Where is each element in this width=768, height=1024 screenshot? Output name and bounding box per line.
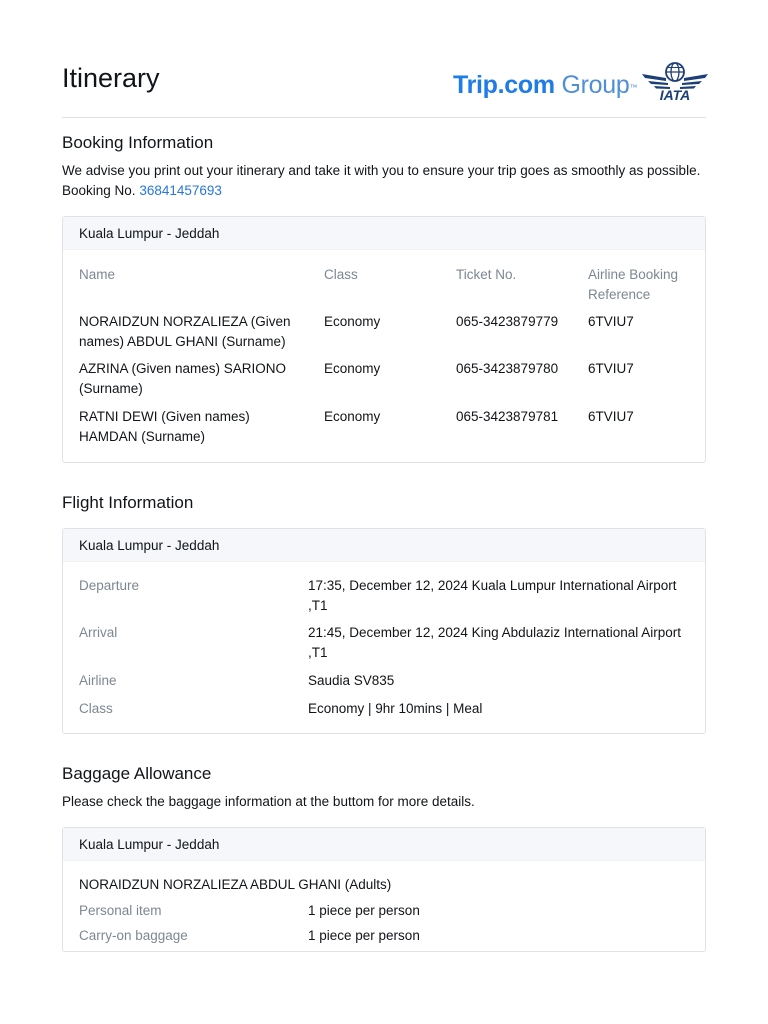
- baggage-route-header: Kuala Lumpur - Jeddah: [63, 828, 705, 861]
- flight-route-header: Kuala Lumpur - Jeddah: [63, 529, 705, 562]
- passenger-ticket: 065-3423879779: [456, 314, 559, 329]
- booking-route-header: Kuala Lumpur - Jeddah: [63, 217, 705, 250]
- logo-trip-light: Group: [561, 71, 630, 99]
- booking-section-title: Booking Information: [62, 133, 214, 152]
- passenger-class: Economy: [324, 409, 381, 424]
- logo-trip-bold: Trip.com: [453, 71, 555, 99]
- baggage-value-carry-on: 1 piece per person: [308, 928, 420, 943]
- flight-value-airline: Saudia SV835: [308, 673, 395, 688]
- flight-value-departure: 17:35, December 12, 2024 Kuala Lumpur International Airport ,T1: [308, 578, 677, 613]
- flight-card: [62, 528, 706, 734]
- col-header-booking-reference: Airline Booking Reference: [588, 267, 679, 302]
- tripcom-group-logo: [453, 71, 637, 99]
- passenger-booking-reference: 6TVIU7: [588, 361, 634, 376]
- iata-logo-text: IATA: [659, 87, 691, 102]
- logo-trip-tm: ™: [629, 83, 638, 92]
- passenger-class: Economy: [324, 314, 381, 329]
- page-header: [62, 62, 706, 118]
- passenger-ticket: 065-3423879781: [456, 409, 559, 424]
- passenger-ticket: 065-3423879780: [456, 361, 559, 376]
- iata-logo: [642, 62, 708, 102]
- booking-number-link[interactable]: 36841457693: [139, 183, 222, 198]
- baggage-label-carry-on: Carry-on baggage: [79, 928, 188, 943]
- baggage-card: [62, 827, 706, 952]
- booking-no-label: Booking No.: [62, 183, 136, 198]
- flight-value-class: Economy | 9hr 10mins | Meal: [308, 701, 483, 716]
- passenger-name: NORAIDZUN NORZALIEZA (Given names) ABDUL GHANI (Surname): [79, 314, 291, 349]
- passenger-booking-reference: 6TVIU7: [588, 409, 634, 424]
- flight-label-class: Class: [79, 701, 113, 716]
- baggage-passenger-name: NORAIDZUN NORZALIEZA ABDUL GHANI (Adults): [79, 877, 392, 892]
- flight-label-arrival: Arrival: [79, 625, 118, 640]
- flight-label-airline: Airline: [79, 673, 117, 688]
- baggage-note: Please check the baggage information at the buttom for more details.: [62, 794, 475, 809]
- col-header-name: Name: [79, 267, 116, 282]
- flight-label-departure: Departure: [79, 578, 140, 593]
- passenger-name: RATNI DEWI (Given names) HAMDAN (Surname): [79, 409, 250, 444]
- baggage-section-title: Baggage Allowance: [62, 764, 212, 783]
- passenger-booking-reference: 6TVIU7: [588, 314, 634, 329]
- page-title: Itinerary: [62, 63, 160, 93]
- booking-advice: [62, 161, 712, 201]
- passenger-class: Economy: [324, 361, 381, 376]
- passenger-name: AZRINA (Given names) SARIONO (Surname): [79, 361, 287, 396]
- flight-value-arrival: 21:45, December 12, 2024 King Abdulaziz International Airport ,T1: [308, 625, 681, 660]
- baggage-value-personal-item: 1 piece per person: [308, 903, 420, 918]
- baggage-label-personal-item: Personal item: [79, 903, 162, 918]
- booking-card: [62, 216, 706, 463]
- col-header-ticket: Ticket No.: [456, 267, 517, 282]
- flight-section-title: Flight Information: [62, 493, 194, 512]
- booking-advice-text: We advise you print out your itinerary and take it with you to ensure your trip goes as smoothly as possible.: [62, 163, 701, 178]
- col-header-class: Class: [324, 267, 358, 282]
